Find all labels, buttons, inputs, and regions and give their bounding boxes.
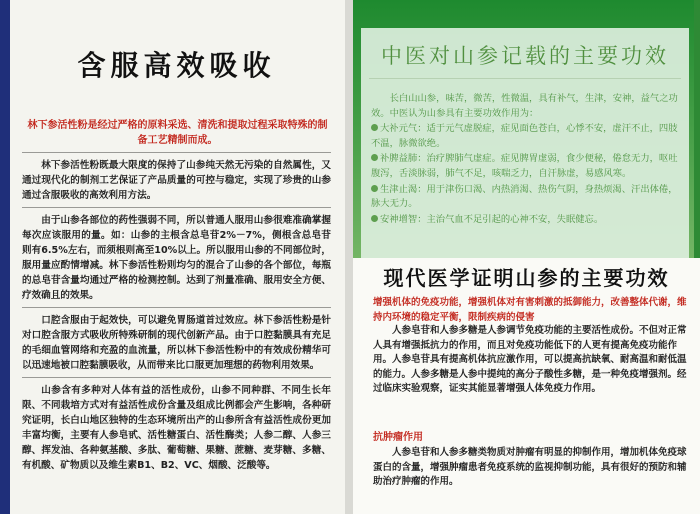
bullet-icon: [371, 154, 378, 161]
immunity-paragraph: 人参皂苷和人参多糖是人参调节免疫功能的主要活性成份。不但对正常人具有增强抵抗力的作用，而且对免疫功能低下的人更有提高免疫功能作用。人参皂苷具有提高机体抗应激作用，可以提高抗缺氧、耐高温和耐低温的能力。人参多糖是人参中提纯的高分子酸性多糖，是一种免疫增强剂。经过临床实验观察，证实其能显著增强人体免疫力作用。: [373, 325, 687, 395]
divider: [22, 207, 331, 208]
tcm-item-text: 大补元气：适于元气虚脱症，症见面色苍白，心悸不安，虚汗不止，四肢不温，脉微欲绝。: [371, 123, 678, 149]
left-paragraph-1: 林下参活性粉既最大限度的保持了山参纯天然无污染的自然属性，又通过现代化的制剂工艺保证了产品质量的可控与稳定，实现了珍贵的山参通过含服吸收的高效利用方法。: [22, 160, 331, 201]
tcm-item-text: 安神增智：主治气血不足引起的心神不安，失眠健忘。: [380, 213, 604, 225]
tcm-title: 中医对山参记载的主要功效: [381, 44, 669, 68]
tcm-item: [371, 152, 685, 181]
modern-medicine-subtitle: 增强机体的免疫功能，增强机体对有害刺激的抵御能力，改善整体代谢，维持内环境的稳定平衡，限制疾病的侵害: [373, 297, 687, 323]
bullet-icon: [371, 185, 378, 192]
tcm-item: [371, 183, 685, 212]
bullet-icon: [371, 215, 378, 222]
divider: [22, 307, 331, 308]
modern-medicine-title: 现代医学证明山参的主要功效: [383, 266, 670, 290]
left-page-title: 含服高效吸收: [77, 49, 276, 82]
left-paragraph-2: 由于山参各部位的药性强弱不同，所以普通人服用山参很难准确掌握每次应该服用的量。如：山参的主根含总皂苷2%－7%，侧根含总皂苷则有6.5%左右，而须根则高至10%以上。所以服用山参的不同部位时，服用量应酌情增减。林下参活性粉则均匀的混合了山参的各个部位，每瓶的总皂苷含量均通过严格的检测控制。达到了剂量准确、服用安全方便、疗效确且的效果。: [22, 215, 331, 301]
tcm-intro: 长白山山参，味苦，微苦，性微温，具有补气，生津，安神，益气之功效。中医认为山参具有主要功效作用为：: [371, 93, 678, 119]
divider: [369, 78, 681, 79]
divider: [22, 152, 331, 153]
bullet-icon: [371, 124, 378, 131]
tcm-item: [371, 122, 685, 151]
left-page-subtitle: 林下参活性粉是经过严格的原料采选、清洗和提取过程采取特殊的制备工艺精制而成。: [27, 120, 328, 146]
left-page: [0, 0, 345, 514]
tcm-body: [371, 92, 685, 227]
right-page: [353, 0, 700, 514]
left-paragraph-3: 口腔含服由于起效快，可以避免胃肠道首过效应。林下参活性粉是针对口腔含服方式吸收所特殊研制的现代创新产品。由于口腔黏膜具有充足的毛细血管网络和充盈的血流量，所以林下参活性粉中的有效成份精华可以迅速地被口腔黏膜吸收，从而带来比口服更加理想的药物利用效果。: [22, 315, 331, 371]
antitumor-paragraph: 人参皂苷和人参多糖类物质对肿瘤有明显的抑制作用，增加机体免疫球蛋白的含量，增强肿瘤患者免疫系统的监视抑制功能，具有很好的预防和辅助治疗肿瘤的作用。: [373, 447, 687, 488]
divider: [22, 377, 331, 378]
left-paragraph-4: 山参含有多种对人体有益的活性成份，山参不同种群、不同生长年限、不同栽培方式对有益活性成份含量及组成比例都会产生影响，各种研究证明，长白山地区独特的生态环境所出产的山参所含有益活性成份更加丰富均衡，主要有人参皂甙、活性糖蛋白、活性酶类；人参二醇、人参三醇、挥发油、各种氨基酸、多肽、葡萄糖、果糖、蔗糖、麦芽糖、多糖、有机酸、矿物质以及维生素B1、B2、VC、烟酸、泛酸等。: [22, 385, 331, 471]
tcm-item: [371, 213, 685, 228]
tcm-item-text: 生津止渴：用于津伤口渴、内热消渴、热伤气阴，身热烦渴、汗出体倦，脉大无力。: [371, 183, 678, 210]
tcm-item-text: 补脾益肺：治疗脾肺气虚症。症见脾胃虚弱，食少便秘，倦怠无力，呕吐腹泻，舌淡脉弱，肺气不足，咳喘乏力，自汗脉虚，易感风寒。: [371, 153, 678, 179]
antitumor-heading: 抗肿瘤作用: [373, 432, 423, 443]
